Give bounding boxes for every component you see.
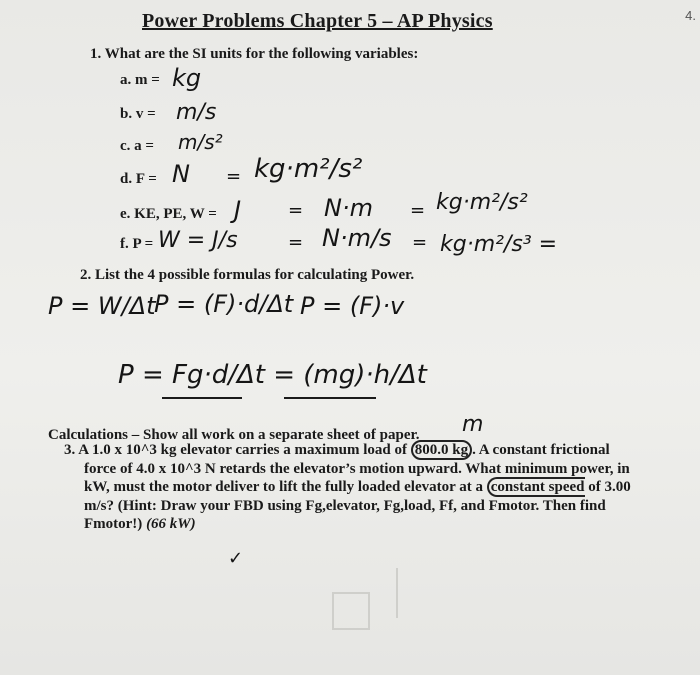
item-e-work-1: N·m bbox=[324, 194, 373, 222]
formula-power-work: P = W/Δt bbox=[48, 292, 156, 320]
item-e-equals-2: = bbox=[410, 200, 426, 221]
item-e-work-2: kg·m²/s² bbox=[436, 190, 528, 215]
item-d-work: kg·m²/s² bbox=[254, 154, 363, 184]
item-f-work-1: N·m/s bbox=[322, 224, 392, 252]
checkmark-icon: ✓ bbox=[228, 548, 244, 569]
boxed-constant-speed: constant speed bbox=[487, 477, 585, 497]
item-b-answer: m/s bbox=[176, 100, 217, 125]
item-f-label: f. P = bbox=[120, 236, 154, 252]
item-f-equals-1: = bbox=[288, 232, 304, 253]
item-d-equals: = bbox=[226, 166, 242, 187]
formula-power-force-velocity: P = (F)·v bbox=[300, 292, 405, 320]
item-d-answer: N bbox=[172, 160, 190, 188]
item-f-equals-2: = bbox=[412, 232, 428, 253]
item-f-answer: W = J/s bbox=[158, 228, 238, 253]
formula-power-gravity: P = Fg·d/Δt = (mg)·h/Δt bbox=[118, 360, 427, 390]
question-2-prompt: 2. List the 4 possible formulas for calculating Power. bbox=[80, 267, 415, 283]
item-e-equals-1: = bbox=[288, 200, 304, 221]
question-3-text-part-1: A 1.0 x 10^3 kg elevator carries a maximum load of bbox=[78, 442, 411, 458]
question-3-answer: (66 kW) bbox=[146, 516, 196, 532]
item-c-label: c. a = bbox=[120, 138, 154, 154]
item-c-answer: m/s² bbox=[178, 130, 223, 154]
item-e-label: e. KE, PE, W = bbox=[120, 206, 217, 222]
formula-power-force-distance: P = (F)·d/Δt bbox=[154, 290, 294, 318]
question-3-text-part-2: . A constant frictional force of 4.0 x 10^3 N retards the elevator’s motion upward. What minimum power, in kW, must the motor deliver to lift the fully loaded elevator at a bbox=[84, 442, 630, 495]
corner-mark: 4. bbox=[685, 8, 696, 23]
circled-load-mass: 800.0 kg bbox=[411, 440, 472, 460]
item-a-answer: kg bbox=[172, 64, 202, 92]
calculations-heading: Calculations – Show all work on a separate sheet of paper. bbox=[48, 427, 420, 443]
question-3-text bbox=[64, 441, 644, 534]
question-3-text-part-3: of 3.00 m/s? (Hint: Draw your FBD using Fg,elevator, Fg,load, Ff, and Fmotor. Then find Fmotor!) bbox=[84, 479, 631, 532]
item-d-label: d. F = bbox=[120, 171, 157, 187]
bleed-through-box bbox=[332, 592, 370, 630]
item-e-answer: J bbox=[234, 196, 242, 224]
item-f-work-2: kg·m²/s³ = bbox=[440, 232, 558, 257]
fraction-bar bbox=[162, 397, 242, 399]
bleed-through-line bbox=[396, 568, 398, 618]
question-1-prompt: 1. What are the SI units for the following variables: bbox=[90, 46, 419, 62]
question-3-number: 3. bbox=[64, 442, 76, 458]
fraction-bar bbox=[284, 397, 376, 399]
item-b-label: b. v = bbox=[120, 106, 156, 122]
page-title: Power Problems Chapter 5 – AP Physics bbox=[142, 10, 493, 32]
handwritten-m: m bbox=[462, 412, 484, 437]
item-a-label: a. m = bbox=[120, 72, 160, 88]
